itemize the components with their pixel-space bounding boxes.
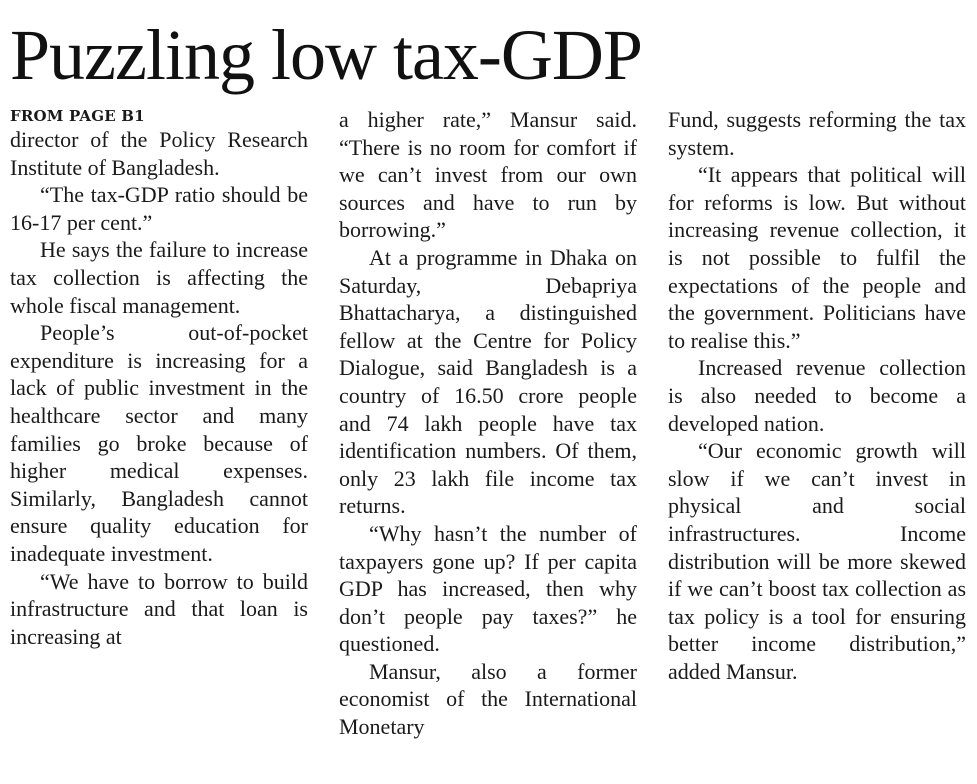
paragraph: “Our economic growth will slow if we can’t invest in physical and social infrastructures. Income distribution will be more skewed if we can’t boost tax collection as tax policy is a tool for ensuring better income distribution,” added Mansur.	[668, 438, 966, 684]
paragraph: “The tax-GDP ratio should be 16-17 per cent.”	[10, 182, 308, 235]
paragraph: director of the Policy Research Institute of Bangladesh.	[10, 127, 308, 180]
paragraph: Mansur, also a former economist of the International Monetary	[339, 658, 637, 740]
paragraph: Increased revenue collection is also needed to become a developed nation.	[668, 355, 966, 436]
paragraph: “It appears that political will for reforms is low. But without increasing revenue collection, it is not possible to fulfil the expectations of the people and the government. Politicians have to realise this.”	[668, 162, 966, 353]
paragraph: a higher rate,” Mansur said. “There is no room for comfort if we can’t invest from our own sources and have to run by borrowing.”	[339, 107, 637, 243]
paragraph: At a programme in Dhaka on Saturday, Debapriya Bhattacharya, a distinguished fellow at the Centre for Policy Dialogue, said Bangladesh is a country of 16.50 crore people and 74 lakh people have tax identification numbers. Of them, only 23 lakh file income tax returns.	[339, 244, 637, 519]
paragraph: “We have to borrow to build infrastructure and that loan is increasing at	[10, 568, 308, 649]
article-column-2	[339, 106, 637, 741]
paragraph: He says the failure to increase tax collection is affecting the whole fiscal management.	[10, 237, 308, 318]
paragraph: “Why hasn’t the number of taxpayers gone up? If per capita GDP has increased, then why don’t people pay taxes?” he questioned.	[339, 520, 637, 657]
article-column-1	[10, 106, 308, 650]
paragraph: People’s out-of-pocket expenditure is increasing for a lack of public investment in the healthcare sector and many families go broke because of higher medical expenses. Similarly, Bangladesh cannot ensure quality education for inadequate investment.	[10, 320, 308, 566]
paragraph: Fund, suggests reforming the tax system.	[668, 107, 966, 160]
continuation-kicker: FROM PAGE B1	[10, 107, 145, 125]
article-column-3	[668, 106, 966, 685]
headline: Puzzling low tax-GDP	[10, 15, 642, 95]
